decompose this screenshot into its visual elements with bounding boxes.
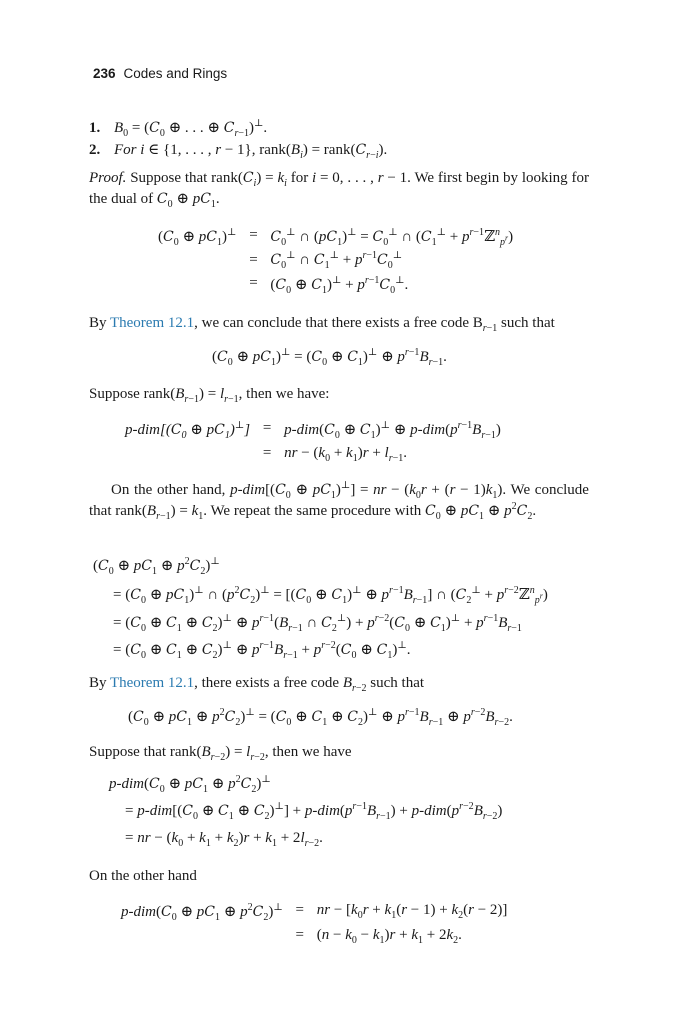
equation-5: ($C_0$ ⊕ $pC_1$ ⊕ $p^2C_2)^\perp = (C_0$ ⊕ $C_1$ ⊕ $C_2)^\perp$ ⊕ $p^{r-1}B_{r-1}$ ⊕ $p^{r-2}B_{r-2}$. (128, 707, 513, 728)
proof-intro: Proof. Suppose that $rank(C_i) = k_i$ for i = 0, . . . , r − 1. We first begin by looking for the dual of $C_0$ ⊕ $pC_1$. (89, 170, 589, 210)
equation-group-3 (125, 420, 501, 462)
equation-group-1 (158, 227, 513, 294)
equation-2: ($C_0$ ⊕ $pC_1)^\perp = (C_0$ ⊕ $C_1)^\perp$ ⊕ $p^{r-1}B_{r-1}$. (212, 347, 447, 368)
paragraph-theorem-2: By Theorem 12.1, there exists a free code $B_{r-2}$ such that (89, 675, 425, 694)
equation-group-7 (121, 902, 507, 944)
theorem-link-1[interactable]: Theorem 12.1 (109, 315, 195, 331)
paragraph-other-hand-2: On the other hand (89, 868, 197, 884)
eq7-rhs-2: $(n - k_0 - k_1)r + k_1 + 2k_2$. (316, 927, 462, 946)
list-item-2 (89, 140, 387, 160)
paragraph-rank-1: Suppose $rank(B_{r-1}) = l_{r-1}$, then we have: (89, 386, 330, 405)
eq7-rhs-1: nr − $[k_0r + k_1(r - 1) + k_2(r - 2)]$ (316, 902, 508, 921)
page-number: 236 (93, 66, 116, 81)
eq1-rhs-3: ($C_0$ ⊕ $C_1)^\perp + p^{r-1}C_0^\perp$. (270, 275, 409, 296)
eq3-rhs-2: nr − $(k_0 + k_1)r + l_{r-1}$. (284, 445, 407, 464)
running-title: Codes and Rings (123, 66, 228, 81)
proof-label: Proof. (89, 170, 127, 186)
equation-4-line-3: = ($C_0$ ⊕ $C_1$ ⊕ $C_2)^\perp$ ⊕ $p^{r-1}(B_{r-1}$ ∩ $C_2^\perp) + p^{r-2}(C_0$ ⊕ $C_1)^\perp + p^{r-1}B_{r-1}$ (113, 613, 522, 634)
eq1-rhs-2: $C_0^\perp$ ∩ $C_1^\perp + p^{r-1}C_0^\perp$ (270, 250, 403, 271)
equation-6-line-1: $p-dim(C_0$ ⊕ $pC_1$ ⊕ $p^2C_2)^\perp$ (109, 774, 271, 795)
item-number: 1. (89, 120, 101, 136)
equals-sign: = (295, 927, 304, 943)
list-item-1 (89, 118, 267, 138)
item-number: 2. (89, 142, 101, 158)
eq1-rhs-1: $C_0^\perp$ ∩ $(pC_1)^\perp = C_0^\perp$ ∩ ($C_1^\perp$ + $p^{r-1}ℤ^n_{p^r}$) (270, 227, 514, 248)
eq3-rhs-1: $p-dim(C_0$ ⊕ $C_1)^\perp$ ⊕ $p-dim(p^{r-1}B_{r-1})$ (284, 420, 501, 441)
equals-sign: = (249, 227, 258, 243)
item-1-text: $B_0 = (C_0$ ⊕ . . . ⊕ $C_{r-1})^\perp$. (114, 118, 268, 139)
item-2-text: For i ∈ {1, . . . , r − 1}, $rank(B_i)$ = $rank(C_{r-i})$. (114, 142, 388, 161)
equals-sign: = (262, 445, 272, 461)
eq1-lhs: ($C_0$ ⊕ $pC_1)^\perp$ (158, 227, 237, 248)
equals-sign: = (249, 252, 258, 268)
equals-sign: = (262, 420, 272, 436)
equation-6-line-3: = nr − $(k_0 + k_1 + k_2)r + k_1 + 2l_{r-2}$. (125, 830, 323, 849)
paragraph-rank-2: Suppose that $rank(B_{r-2}) = l_{r-2}$, then we have (89, 744, 352, 763)
paragraph-other-hand-1: On the other hand, $p-dim[(C_0$ ⊕ $pC_1)^\perp$] = nr − $(k_0r + (r - 1)k_1)$. We conclude that $rank(B_{r-1}) = k_1$. We repeat the same procedure with $C_0$ ⊕ $pC_1$ ⊕ $p^2C_2$. (89, 480, 589, 522)
equation-4-line-2: = ($C_0$ ⊕ $pC_1)^\perp$ ∩ $(p^2C_2)^\perp = [(C_0$ ⊕ $C_1)^\perp$ ⊕ $p^{r-1}B_{r-1}$] ∩ ($C_2^\perp$ + $p^{r-2}ℤ^n_{p^r}$) (113, 585, 548, 606)
equals-sign: = (295, 902, 304, 918)
equation-6-line-2: = $p-dim[(C_0$ ⊕ $C_1$ ⊕ $C_2)^\perp] + p-dim(p^{r-1}B_{r-1}) + p-dim(p^{r-2}B_{r-2})$ (125, 801, 503, 822)
equals-sign: = (249, 275, 258, 291)
paragraph-theorem-1: By Theorem 12.1, we can conclude that there exists a free code $B_{r-1}$ such that (89, 315, 555, 334)
equation-4-line-4: = ($C_0$ ⊕ $C_1$ ⊕ $C_2)^\perp$ ⊕ $p^{r-1}B_{r-1} + p^{r-2}(C_0$ ⊕ $C_1)^\perp$. (113, 640, 411, 661)
theorem-link-2[interactable]: Theorem 12.1 (109, 675, 195, 691)
eq3-lhs: $p-dim[(C_0$ ⊕ $pC_1)^\perp$] (125, 420, 251, 441)
header (93, 66, 227, 81)
eq7-lhs: $p-dim(C_0$ ⊕ $pC_1$ ⊕ $p^2C_2)^\perp$ (121, 902, 283, 923)
equation-4-line-1: ($C_0$ ⊕ $pC_1$ ⊕ $p^2C_2)^\perp$ (93, 556, 220, 577)
